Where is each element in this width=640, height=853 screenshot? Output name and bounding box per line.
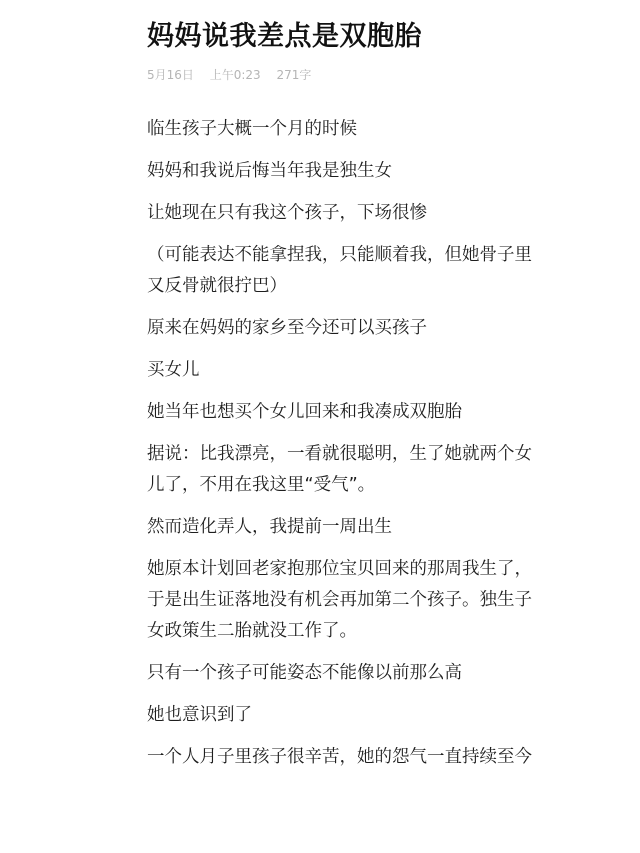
article-title: 妈妈说我差点是双胞胎 (147, 21, 422, 52)
paragraph: 她也意识到了 (147, 705, 252, 725)
paragraph: 只有一个孩子可能姿态不能像以前那么高 (147, 663, 462, 683)
paragraph: 让她现在只有我这个孩子，下场很惨 (147, 203, 427, 223)
paragraph: 一个人月子里孩子很辛苦，她的怨气一直持续至今 (147, 747, 532, 767)
paragraph: 她当年也想买个女儿回来和我凑成双胞胎 (147, 402, 462, 422)
paragraph: 她原本计划回老家抱那位宝贝回来的那周我生了，于是出生证落地没有机会再加第二个孩子。独生子女政策生二胎就没工作了。 (147, 559, 532, 641)
paragraph: 原来在妈妈的家乡至今还可以买孩子 (147, 318, 427, 338)
paragraph: 据说：比我漂亮，一看就很聪明，生了她就两个女儿了，不用在我这里“受气”。 (147, 444, 532, 495)
paragraph: （可能表达不能拿捏我，只能顺着我，但她骨子里又反骨就很拧巴） (147, 245, 532, 296)
paragraph: 妈妈和我说后悔当年我是独生女 (147, 161, 392, 181)
post-time: 上午0:23 (209, 68, 261, 82)
post-date: 5月16日 (147, 68, 194, 82)
article-body (147, 114, 547, 784)
paragraph: 临生孩子大概一个月的时候 (147, 119, 357, 139)
paragraph: 然而造化弄人，我提前一周出生 (147, 517, 392, 537)
article-meta (147, 66, 323, 83)
word-count: 271字 (276, 68, 312, 82)
paragraph: 买女儿 (147, 360, 200, 380)
